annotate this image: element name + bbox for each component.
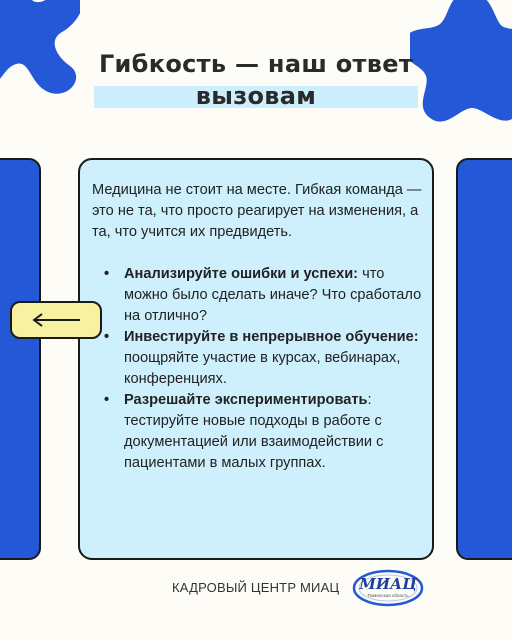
bullet-icon: •: [104, 392, 110, 408]
page-title-line2: вызовам: [195, 82, 317, 110]
list-item: [80, 390, 434, 474]
previous-slide-panel[interactable]: [0, 158, 41, 560]
arrow-left-icon: [12, 303, 100, 337]
bullet-icon: •: [104, 266, 110, 282]
miac-logo: [352, 568, 424, 608]
tip-heading: Анализируйте ошибки и успехи:: [124, 266, 359, 282]
logo-text: МИАЦ: [359, 575, 417, 593]
footer-org-name: КАДРОВЫЙ ЦЕНТР МИАЦ: [172, 580, 340, 595]
back-button[interactable]: [10, 301, 102, 339]
list-item: [80, 327, 434, 390]
tip-text: что можно было сделать иначе? Что сработало на отлично?: [124, 266, 422, 324]
tip-text: : тестируйте новые подходы в работе с документацией или взаимодействии с пациентами в малых группах.: [124, 392, 384, 471]
logo-subtext: Тюменская область: [367, 593, 409, 598]
bullet-icon: •: [104, 329, 110, 345]
intro-text: Медицина не стоит на месте. Гибкая команда — это не та, что просто реагирует на изменения, а та, что учится их предвидеть.: [92, 182, 422, 240]
tip-heading: Разрешайте экспериментировать: [124, 392, 368, 408]
tips-list: [80, 264, 434, 474]
page-title: Гибкость — наш ответ: [98, 50, 414, 78]
list-item: [80, 264, 434, 327]
tip-heading: Инвестируйте в непрерывное обучение:: [124, 329, 419, 345]
next-slide-panel[interactable]: [456, 158, 512, 560]
content-card: [78, 158, 434, 560]
tip-text: поощряйте участие в курсах, вебинарах, конференциях.: [124, 350, 401, 387]
